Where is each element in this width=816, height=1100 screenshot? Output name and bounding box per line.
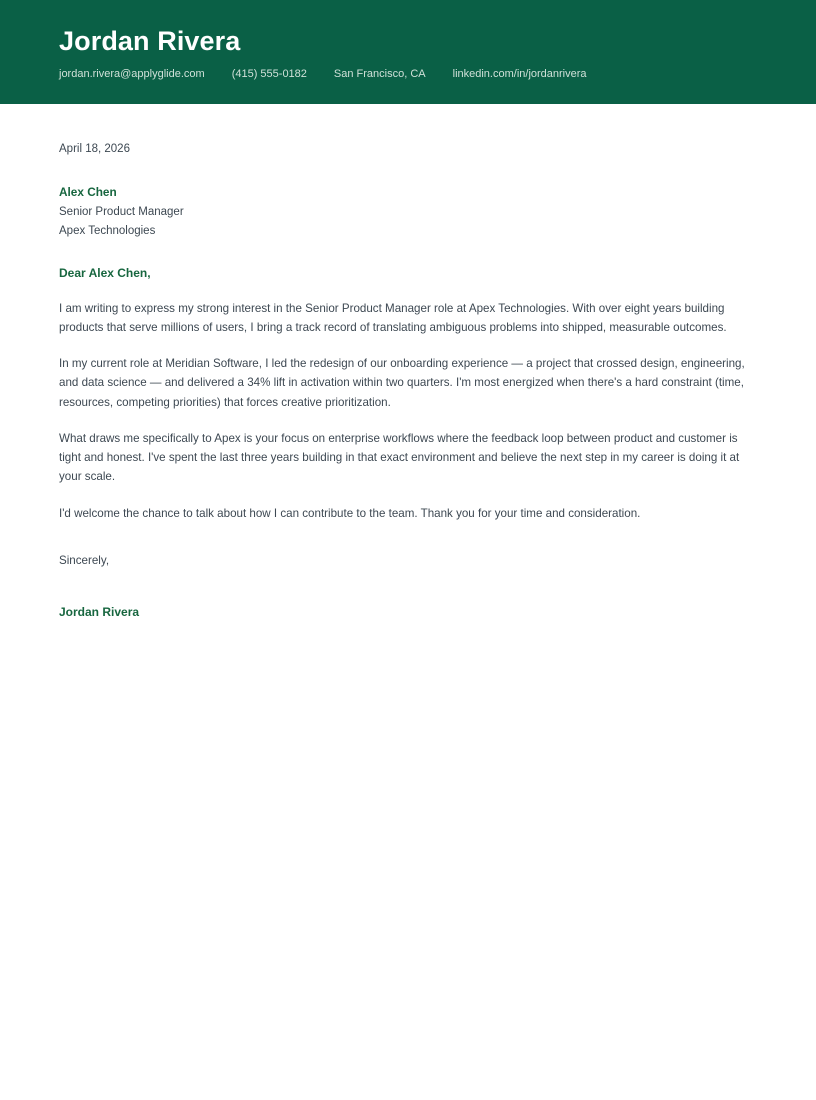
letter-body: [0, 141, 816, 621]
contact-linkedin[interactable]: linkedin.com/in/jordanrivera: [452, 68, 587, 81]
contact-location: San Francisco, CA: [333, 68, 426, 81]
body-paragraph-4: I'd welcome the chance to talk about how I can contribute to the team. Thank you for your time and consideration.: [59, 506, 641, 520]
letter-date: April 18, 2026: [59, 143, 130, 155]
contact-phone[interactable]: (415) 555-0182: [231, 68, 307, 81]
salutation: Dear Alex Chen,: [59, 265, 151, 280]
letter-header: [0, 0, 816, 104]
recipient-company: Apex Technologies: [59, 224, 156, 237]
body-paragraph-2: In my current role at Meridian Software, I led the redesign of our onboarding experience — a project that crossed design, engineering, and data science — and delivered a 34% lift in activation within two quarters. I'm most energized when there's a hard constraint (time, resources, competing priorities) that forces creative prioritization.: [59, 357, 745, 409]
candidate-name: Jordan Rivera: [59, 26, 241, 56]
closing-phrase: Sincerely,: [59, 553, 110, 567]
recipient-name: Alex Chen: [59, 185, 117, 200]
contact-email[interactable]: jordan.rivera@applyglide.com: [59, 68, 205, 81]
signature-name: Jordan Rivera: [59, 605, 140, 620]
recipient-title: Senior Product Manager: [59, 206, 184, 219]
contact-line: [59, 68, 757, 81]
body-paragraph-1: I am writing to express my strong interest in the Senior Product Manager role at Apex Technologies. With over eight years building products that serve millions of users, I bring a track record of translating ambiguous problems into shipped, measurable outcomes.: [59, 301, 727, 334]
recipient-block: [59, 183, 756, 240]
body-paragraph-3: What draws me specifically to Apex is your focus on enterprise workflows where the feedback loop between product and customer is tight and honest. I've spent the last three years building in that exact environment and believe the next step in my career is doing it at your scale.: [59, 431, 740, 484]
